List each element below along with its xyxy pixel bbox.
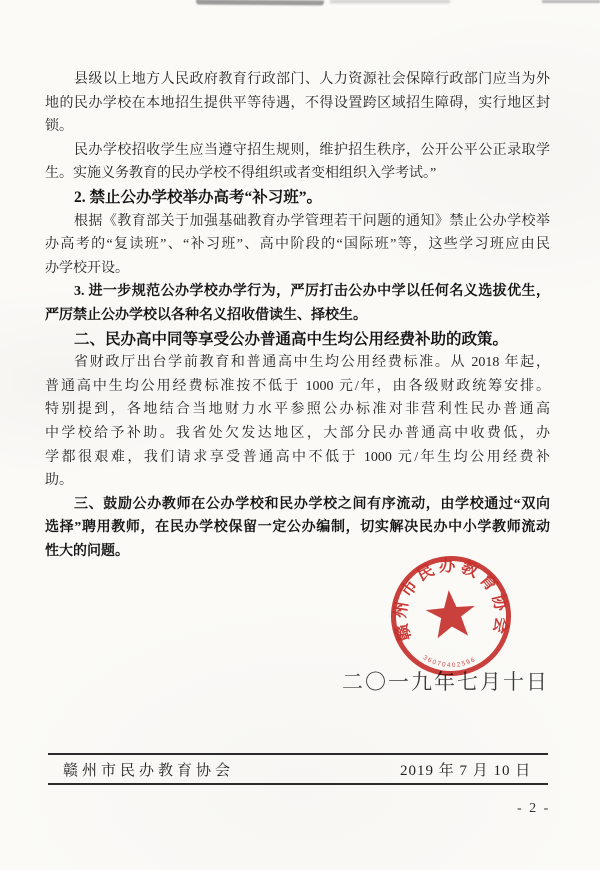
footer-rule-bottom [48,783,548,785]
text-line-heading: 3. 进一步规范公办学校办学行为，严厉打击公办中学以任何名义选拔优生， [74,284,550,300]
text-line-heading: 严厉禁止公办学校以各种名义招收借读生、择校生。 [45,307,367,323]
text-line: 中学校给予补助。我省处欠发达地区，大部分民办普通高中收费低，办 [45,425,550,441]
text-line-heading: 选择”聘用教师，在民办学校保留一定公办编制，切实解决民办中小学教师流动 [45,520,550,536]
text-line: 省财政厅出台学前教育和普通高中生均公用经费标准。从 2018 年起， [74,355,550,371]
footer-date: 2019 年 7 月 10 日 [400,763,532,779]
footer-rule-top [48,753,548,755]
document-body [45,68,550,563]
star-icon [424,588,477,639]
text-line: 锁。 [45,119,73,135]
seal-text: 赣州市民办教育协会 [390,555,512,644]
text-line-heading: 二、民办高中同等享受公办普通高中生均公用经费补助的政策。 [74,330,509,348]
scan-artifact [196,0,324,5]
text-line-heading: 2. 禁止公办学校举办高考“补习班”。 [74,188,323,206]
text-line: 县级以上地方人民政府教育行政部门、人力资源社会保障行政部门应当为外 [74,72,550,87]
text-line-heading: 性大的问题。 [45,543,129,559]
scan-artifact [330,0,450,3]
text-line: 普通高中生均公用经费标准按不低于 1000 元/年，由各级财政统筹安排。 [45,378,550,394]
text-line: 民办学校招收学生应当遵守招生规则，维护招生秩序，公开公平公正录取学 [74,142,550,158]
text-line: 学都很艰难，我们请求享受普通高中不低于 1000 元/年生均公用经费补 [45,449,550,465]
page-number: - 2 - [517,801,551,816]
text-line: 根据《教育部关于加强基础教育办学管理若干问题的通知》禁止公办学校举 [74,213,550,229]
official-seal [381,546,522,687]
text-line: 办学校开设。 [45,260,129,276]
scan-artifact [542,0,600,3]
signature-date: 二〇一九年七月十日 [342,670,549,694]
text-line: 生。实施义务教育的民办学校不得组织或者变相组织入学考试。” [45,166,437,182]
footer-organization: 赣州市民办教育协会 [63,763,235,779]
text-line: 地的民办学校在本地招生提供平等待遇，不得设置跨区域招生障碍，实行地区封 [45,95,550,111]
seal-number: 36070402596 [421,654,478,670]
text-line: 助。 [45,473,73,489]
text-line-heading: 三、鼓励公办教师在公办学校和民办学校之间有序流动，由学校通过“双向 [74,496,550,512]
text-line: 办高考的“复读班”、“补习班”、高中阶段的“国际班”等，这些学习班应由民 [45,237,550,253]
text-line: 特别提到，各地结合当地财力水平参照公办标准对非营利性民办普通高 [45,402,550,418]
